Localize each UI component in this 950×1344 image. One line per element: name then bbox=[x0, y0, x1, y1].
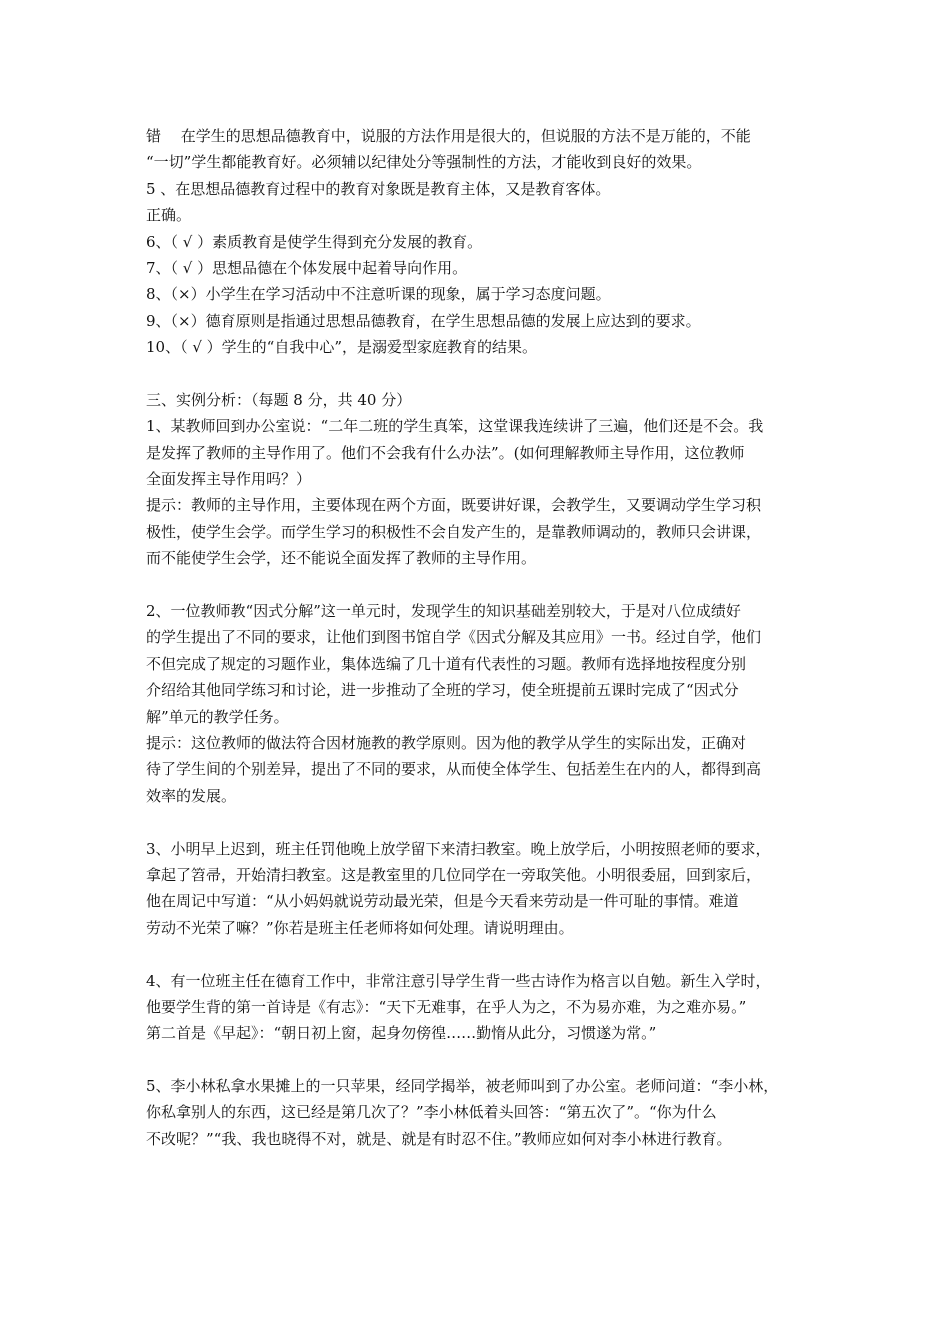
spacer bbox=[146, 1047, 812, 1073]
spacer bbox=[146, 572, 812, 598]
section-title: 三、实例分析：（每题 8 分，共 40 分） bbox=[146, 390, 412, 409]
case-2-hint-line: 提示：这位教师的做法符合因材施教的教学原则。因为他的教学从学生的实际出发，正确对 bbox=[146, 733, 747, 752]
case-3 bbox=[146, 836, 812, 942]
case-4-line: 他要学生背的第一首诗是《有志》：“天下无难事，在乎人为之，不为易亦难，为之难亦易。” bbox=[146, 997, 747, 1016]
case-3-line: 他在周记中写道：“从小妈妈就说劳动最光荣，但是今天看来劳动是一件可耻的事情。难道 bbox=[146, 892, 739, 911]
answer-4-line-2: “一切”学生都能教育好。必须辅以纪律处分等强制性的方法，才能收到良好的效果。 bbox=[146, 153, 702, 172]
question-7: 7、（ √ ）思想品德在个体发展中起着导向作用。 bbox=[146, 258, 468, 277]
document-page bbox=[146, 123, 812, 1152]
case-1-hint-line: 极性，使学生会学。而学生学习的积极性不会自发产生的，是靠教师调动的，教师只会讲课， bbox=[146, 522, 762, 541]
case-4-line: 第二首是《早起》：“朝日初上窗，起身勿傍徨……勤惰从此分，习惯遂为常。” bbox=[146, 1024, 657, 1043]
case-1-hint-line: 提示：教师的主导作用，主要体现在两个方面，既要讲好课，会教学生，又要调动学生学习积 bbox=[146, 496, 762, 515]
case-2 bbox=[146, 598, 812, 809]
question-8: 8、（×）小学生在学习活动中不注意听课的现象，属于学习态度问题。 bbox=[146, 285, 611, 304]
question-5: 5 、在思想品德教育过程中的教育对象既是教育主体，又是教育客体。 bbox=[146, 179, 611, 198]
case-2-line: 2、一位教师教“因式分解”这一单元时，发现学生的知识基础差别较大，于是对八位成绩好 bbox=[146, 602, 741, 621]
case-3-line: 3、小明早上迟到，班主任罚他晚上放学留下来清扫教室。晚上放学后，小明按照老师的要求， bbox=[146, 839, 771, 858]
case-5-line: 5、李小林私拿水果摊上的一只苹果，经同学揭举，被老师叫到了办公室。老师问道：“李小林， bbox=[146, 1077, 779, 1096]
case-5-line: 不改呢？”“我、我也晓得不对，就是、就是有时忍不住。”教师应如何对李小林进行教育。 bbox=[146, 1129, 732, 1148]
case-4-line: 4、有一位班主任在德育工作中，非常注意引导学生背一些古诗作为格言以自勉。新生入学时， bbox=[146, 971, 771, 990]
question-6: 6、（ √ ）素质教育是使学生得到充分发展的教育。 bbox=[146, 232, 483, 251]
case-2-hint-line: 效率的发展。 bbox=[146, 786, 237, 805]
case-2-line: 不但完成了规定的习题作业，集体选编了几十道有代表性的习题。教师有选择地按程度分别 bbox=[146, 654, 747, 673]
case-5 bbox=[146, 1073, 812, 1152]
spacer bbox=[146, 809, 812, 835]
spacer bbox=[146, 361, 812, 387]
true-false-answers bbox=[146, 123, 812, 361]
question-9: 9、（×）德育原则是指通过思想品德教育，在学生思想品德的发展上应达到的要求。 bbox=[146, 311, 701, 330]
case-3-line: 劳动不光荣了嘛？”你若是班主任老师将如何处理。请说明理由。 bbox=[146, 918, 574, 937]
case-2-hint-line: 待了学生间的个别差异，提出了不同的要求，从而使全体学生、包括差生在内的人，都得到高 bbox=[146, 760, 762, 779]
case-1-hint-line: 而不能使学生会学，还不能说全面发挥了教师的主导作用。 bbox=[146, 549, 537, 568]
case-2-line: 解”单元的教学任务。 bbox=[146, 707, 289, 726]
case-5-line: 你私拿别人的东西，这已经是第几次了？”李小林低着头回答：“第五次了”。“你为什么 bbox=[146, 1103, 717, 1122]
question-10: 10、（ √ ）学生的“自我中心”，是溺爱型家庭教育的结果。 bbox=[146, 338, 538, 357]
case-2-line: 的学生提出了不同的要求，让他们到图书馆自学《因式分解及其应用》一书。经过自学，他们 bbox=[146, 628, 762, 647]
case-1 bbox=[146, 413, 812, 571]
case-1-line: 是发挥了教师的主导作用了。他们不会我有什么办法”。(如何理解教师主导作用，这位教师 bbox=[146, 443, 745, 462]
case-2-line: 介绍给其他同学练习和讨论，进一步推动了全班的学习，使全班提前五课时完成了“因式分 bbox=[146, 681, 739, 700]
case-4 bbox=[146, 968, 812, 1047]
spacer bbox=[146, 941, 812, 967]
case-1-line: 1、某教师回到办公室说：“二年二班的学生真笨，这堂课我连续讲了三遍，他们还是不会。我 bbox=[146, 417, 764, 436]
answer-5: 正确。 bbox=[146, 206, 192, 225]
case-3-line: 拿起了笤帚，开始清扫教室。这是教室里的几位同学在一旁取笑他。小明很委屈，回到家后， bbox=[146, 865, 762, 884]
answer-4-line-1: 错 在学生的思想品德教育中，说服的方法作用是很大的，但说服的方法不是万能的，不能 bbox=[146, 127, 751, 145]
case-1-line: 全面发挥主导作用吗？） bbox=[146, 470, 312, 489]
